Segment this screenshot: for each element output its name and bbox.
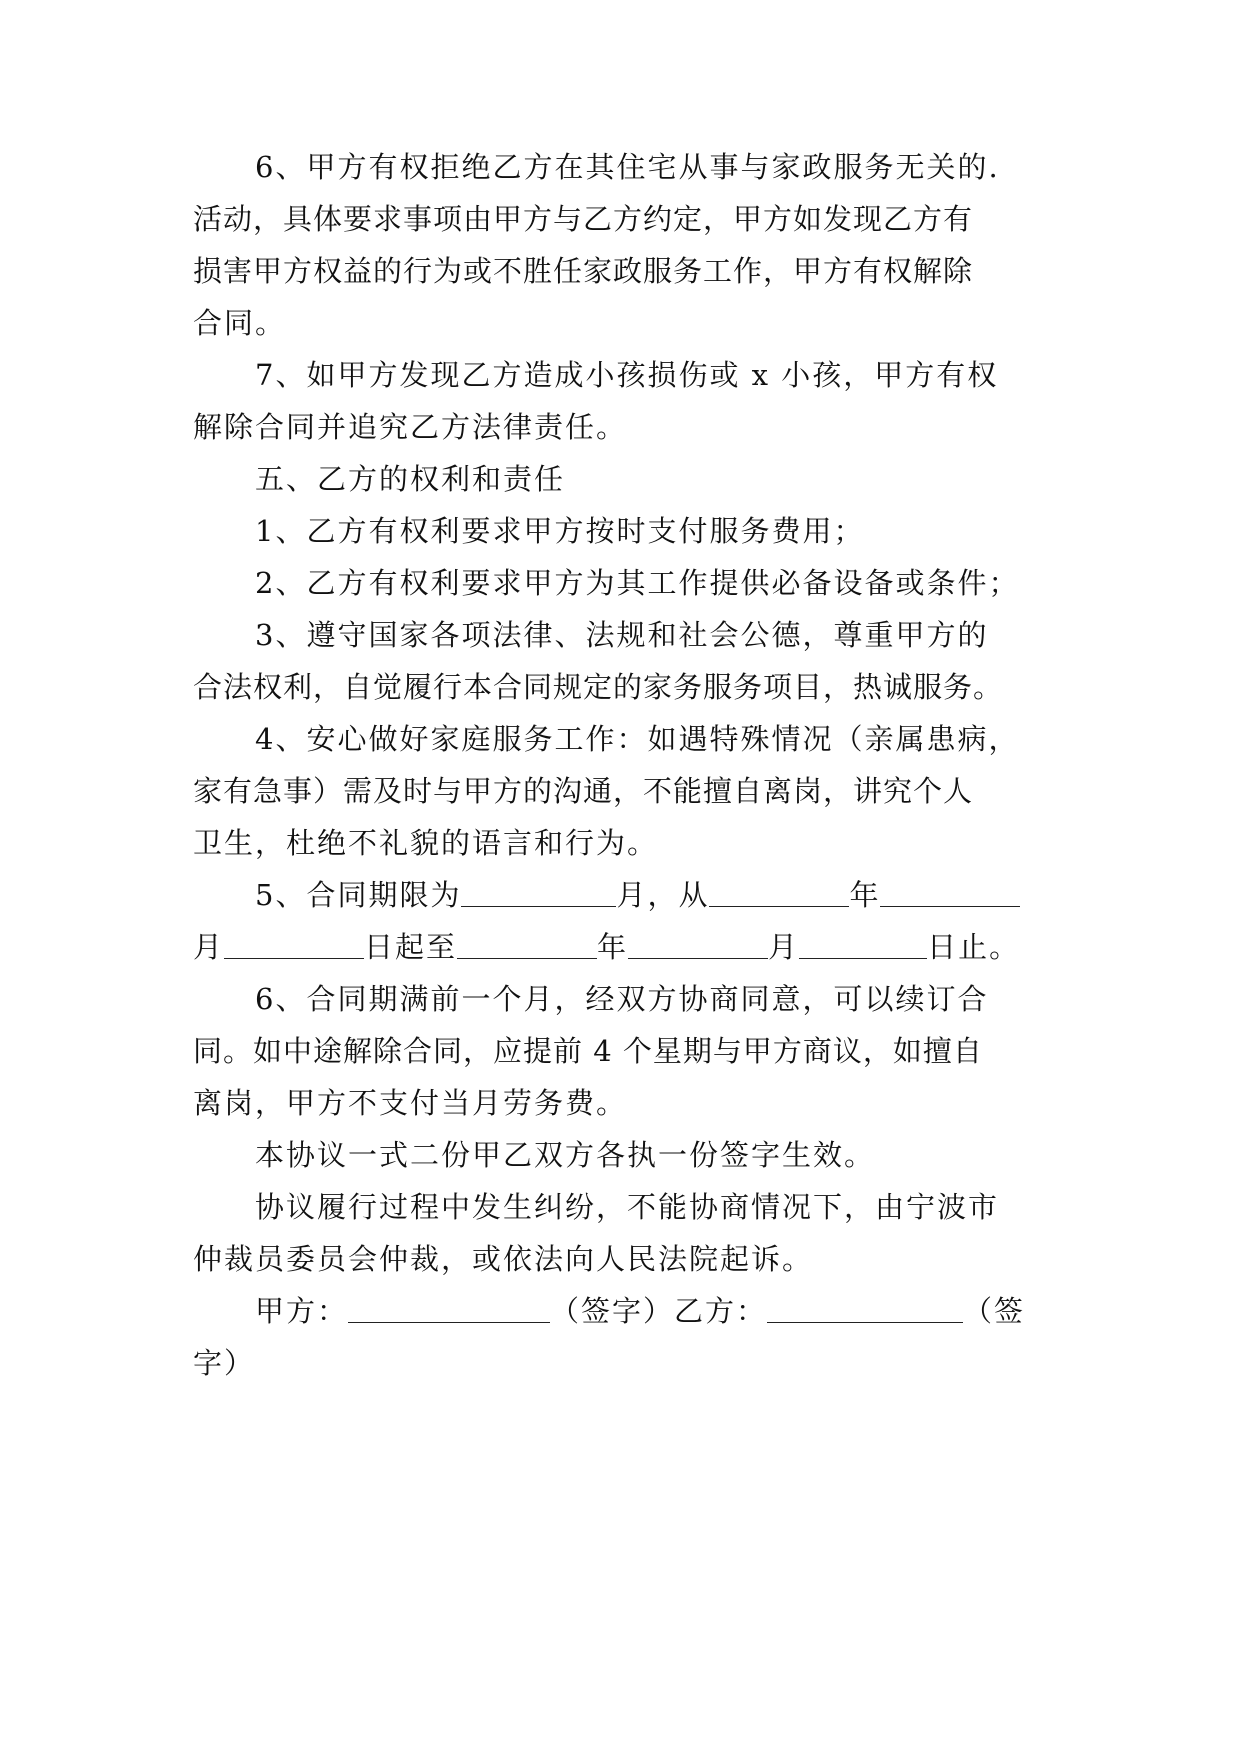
renewal-clause-line-1: 6、合同期满前一个月，经双方协商同意，可以续订合	[255, 982, 989, 1016]
clause-6-line-3: 损害甲方权益的行为或不胜任家政服务工作，甲方有权解除	[193, 254, 974, 288]
duty-4-line-1: 4、安心做好家庭服务工作：如遇特殊情况（亲属患病，	[255, 722, 1020, 756]
party-b-signature-blank	[767, 1321, 963, 1323]
right-2-line: 2、乙方有权利要求甲方为其工作提供必备设备或条件；	[255, 566, 1020, 600]
contract-term-line-2	[193, 925, 1053, 969]
duty-3-line-1: 3、遵守国家各项法律、法规和社会公德，尊重甲方的	[255, 618, 989, 652]
dispute-clause-line-2: 仲裁员委员会仲裁，或依法向人民法院起诉。	[193, 1242, 814, 1276]
duty-4-line-2: 家有急事）需及时与甲方的沟通，不能擅自离岗，讲究个人	[193, 774, 974, 808]
end-month-blank	[628, 957, 768, 959]
clause-6-line-4: 合同。	[193, 306, 287, 340]
signature-continuation: 字）	[193, 1346, 256, 1380]
copies-clause: 本协议一式二份甲乙双方各执一份签字生效。	[255, 1138, 876, 1172]
start-year-blank	[709, 905, 849, 907]
dispute-clause-line-1: 协议履行过程中发生纠纷，不能协商情况下，由宁波市	[255, 1190, 1000, 1224]
start-month-blank	[880, 905, 1020, 907]
party-a-signature-blank	[348, 1321, 550, 1323]
section-five-heading: 五、乙方的权利和责任	[255, 462, 566, 496]
end-day-blank	[799, 957, 927, 959]
term-months-blank	[461, 905, 616, 907]
duty-3-line-2: 合法权利，自觉履行本合同规定的家务服务项目，热诚服务。	[193, 670, 1004, 704]
duty-4-line-3: 卫生，杜绝不礼貌的语言和行为。	[193, 826, 659, 860]
end-day-label: 日止。	[927, 930, 1021, 964]
end-year-label: 年	[597, 930, 629, 964]
clause-6-line-2: 活动，具体要求事项由甲方与乙方约定，甲方如发现乙方有	[193, 202, 974, 236]
contract-term-line-1	[255, 873, 1065, 917]
renewal-clause-line-2: 同。如中途解除合同，应提前 4 个星期与甲方商议，如擅自	[193, 1034, 983, 1068]
start-day-blank	[224, 957, 364, 959]
term-months-label: 月，从	[616, 878, 710, 912]
end-month-label: 月	[768, 930, 800, 964]
right-1-line: 1、乙方有权利要求甲方按时支付服务费用；	[255, 514, 865, 548]
renewal-clause-line-3: 离岗，甲方不支付当月劳务费。	[193, 1086, 628, 1120]
end-year-blank	[457, 957, 597, 959]
clause-6-line-1: 6、甲方有权拒绝乙方在其住宅从事与家政服务无关的.	[255, 150, 1000, 184]
start-month-label: 月	[193, 930, 225, 964]
party-a-sign-and-party-b-label: （签字）乙方：	[550, 1294, 768, 1328]
contract-term-prefix: 5、合同期限为	[255, 878, 462, 912]
start-year-label: 年	[849, 878, 881, 912]
signature-line	[255, 1289, 1065, 1333]
party-a-label: 甲方：	[255, 1294, 349, 1328]
start-day-label: 日起至	[364, 930, 458, 964]
clause-7-line-2: 解除合同并追究乙方法律责任。	[193, 410, 628, 444]
clause-7-line-1: 7、如甲方发现乙方造成小孩损伤或 x 小孩，甲方有权	[255, 358, 999, 392]
party-b-sign-label: （签	[963, 1294, 1026, 1328]
